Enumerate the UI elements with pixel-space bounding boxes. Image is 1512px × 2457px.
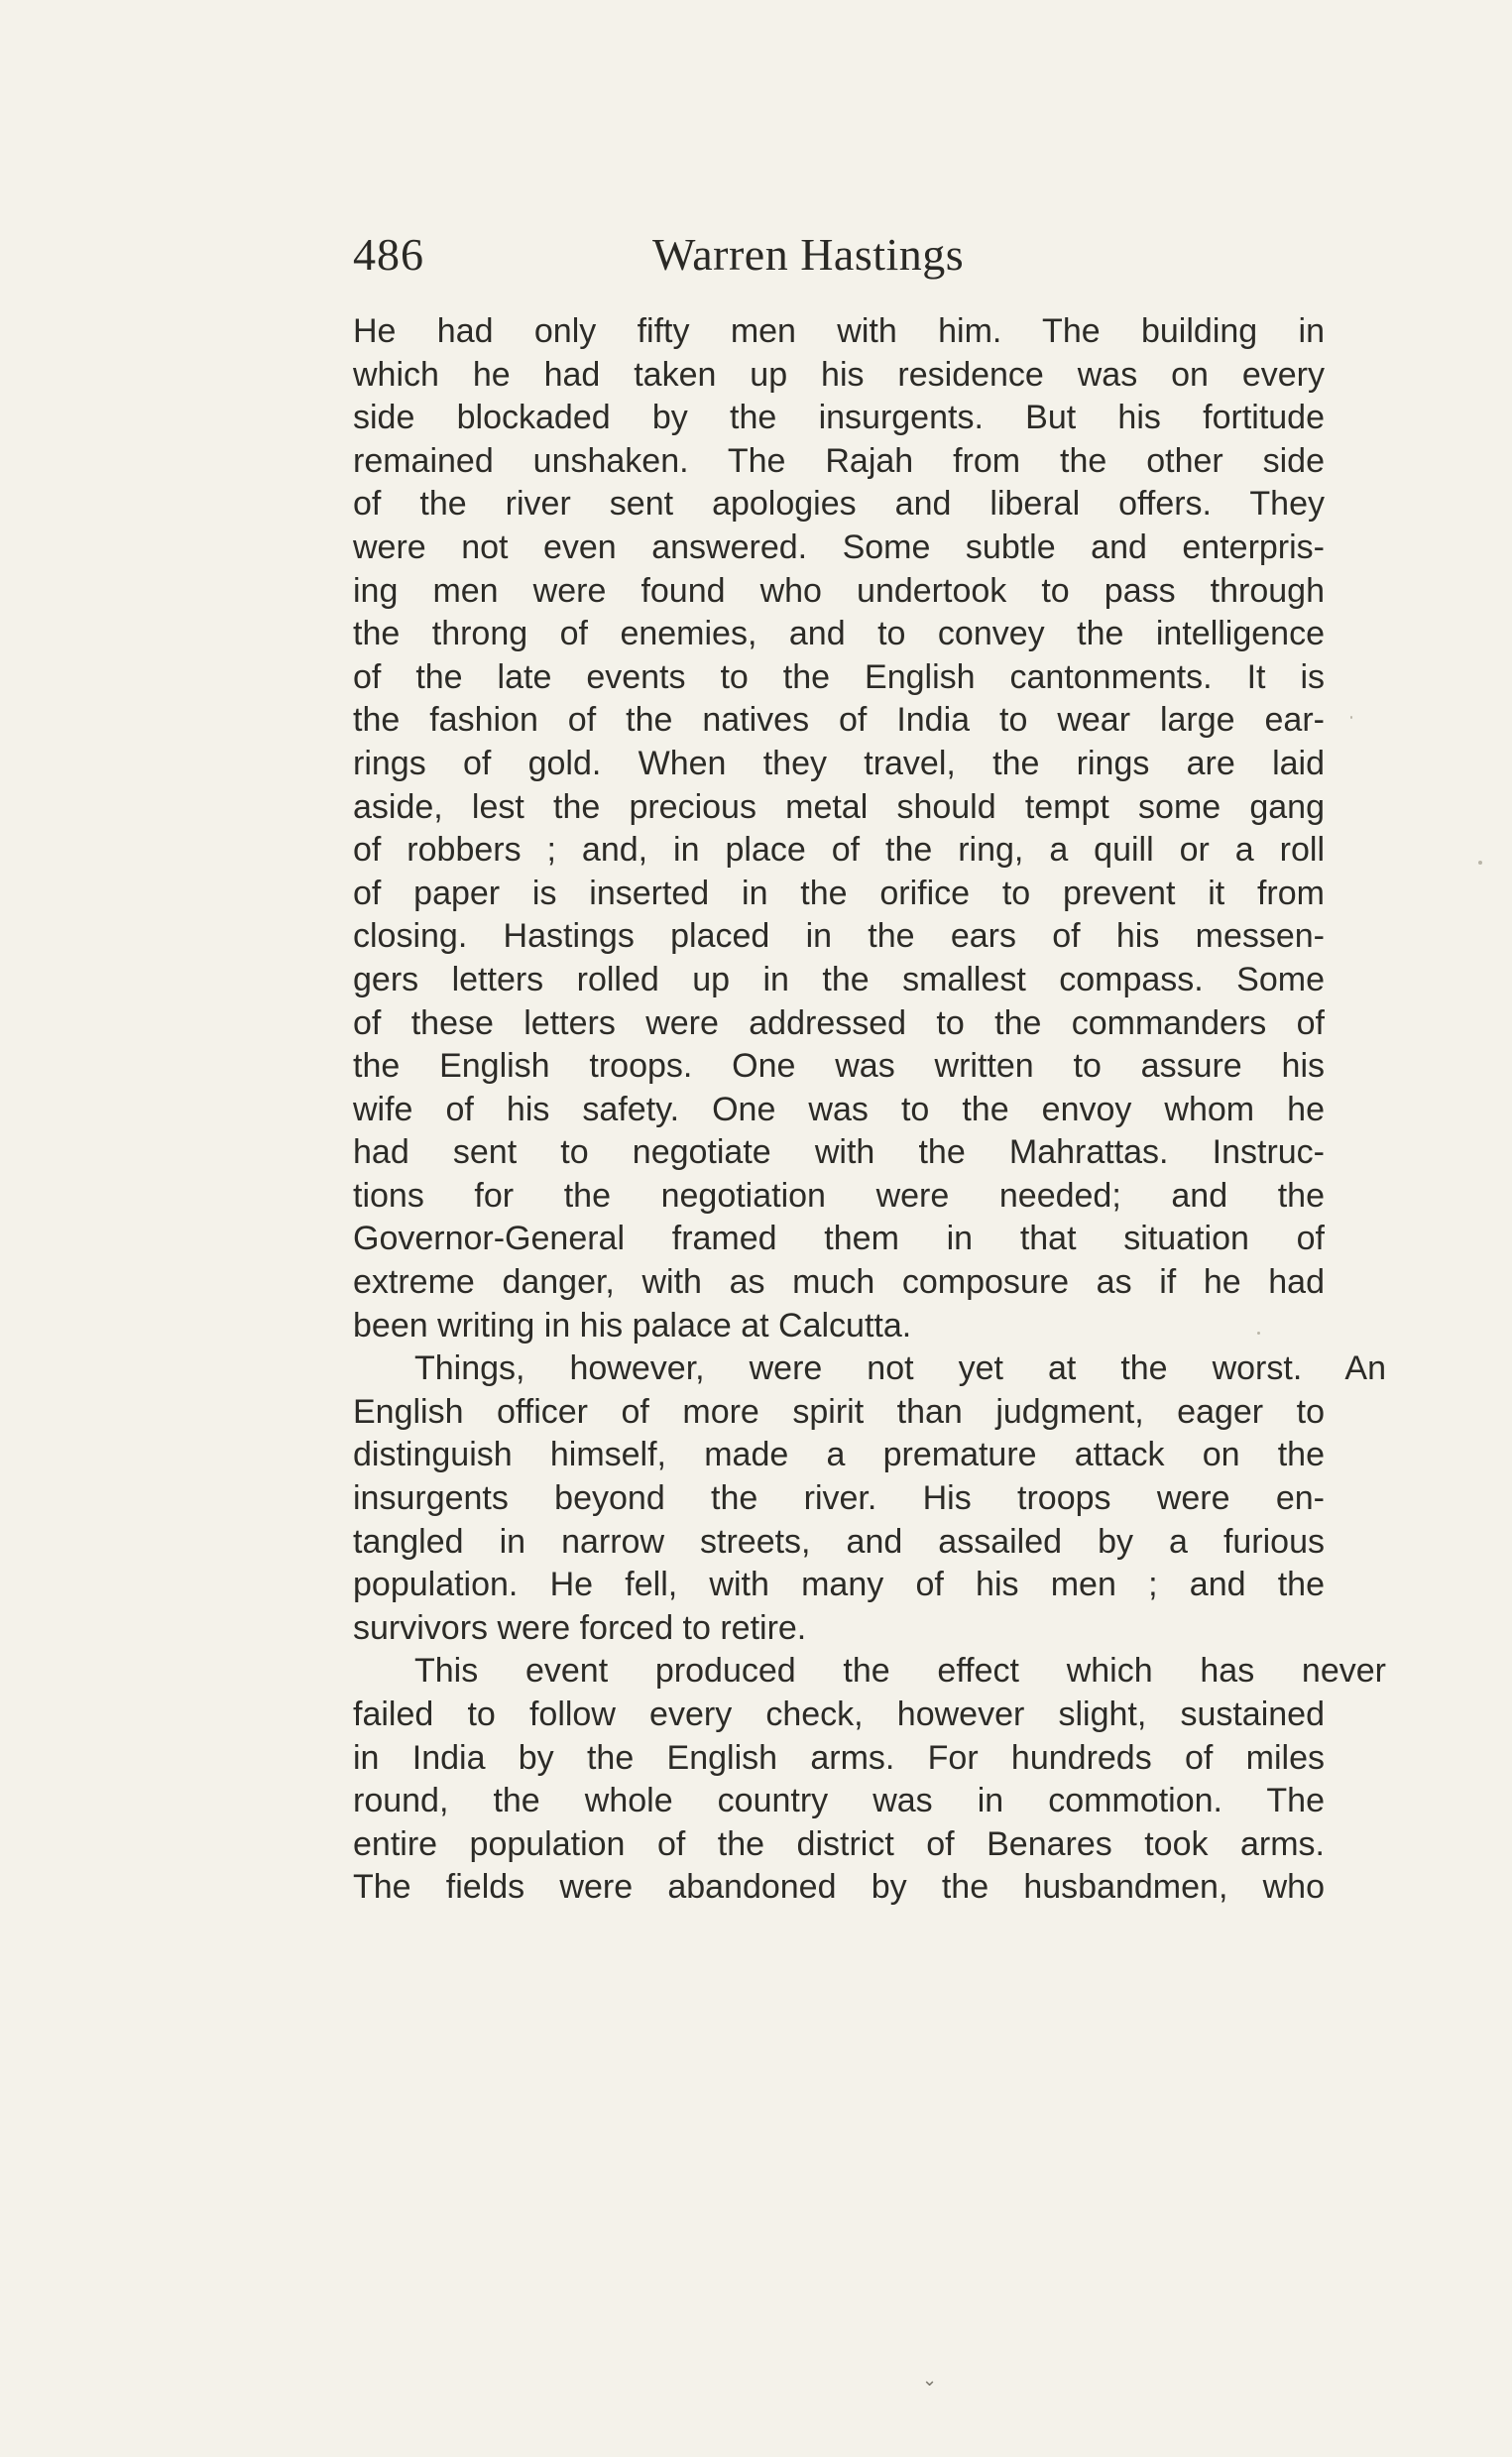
- text-line: remained unshaken. The Rajah from the other side: [353, 441, 1325, 480]
- printer-mark: ⌄: [922, 2370, 938, 2391]
- page-number: 486: [353, 229, 424, 280]
- text-line: of the river sent apologies and liberal offers. They: [353, 485, 1325, 524]
- running-title: Warren Hastings: [652, 229, 965, 280]
- text-line: the throng of enemies, and to convey the intelligence: [353, 615, 1325, 653]
- text-line: round, the whole country was in commotion. The: [353, 1782, 1325, 1820]
- text-line: wife of his safety. One was to the envoy whom he: [353, 1090, 1325, 1128]
- text-line: which he had taken up his residence was on every: [353, 355, 1325, 394]
- text-line: Things, however, were not yet at the worst. An: [414, 1349, 1386, 1388]
- paper-speck: [1257, 1332, 1260, 1335]
- body-text: [353, 310, 1386, 1910]
- text-line: of these letters were addressed to the commanders of: [353, 1003, 1325, 1042]
- text-line: Governor-General framed them in that situation of: [353, 1220, 1325, 1258]
- text-line: of the late events to the English cantonments. It is: [353, 657, 1325, 696]
- text-line: English officer of more spirit than judgment, eager to: [353, 1392, 1325, 1431]
- text-line: tions for the negotiation were needed; and the: [353, 1176, 1325, 1215]
- text-line: rings of gold. When they travel, the rings are laid: [353, 744, 1325, 782]
- text-line: the fashion of the natives of India to wear large ear-: [353, 701, 1325, 740]
- text-line: extreme danger, with as much composure as if he had: [353, 1263, 1325, 1302]
- text-line: aside, lest the precious metal should tempt some gang: [353, 787, 1325, 826]
- paper-speck: [1350, 716, 1352, 719]
- text-line: of paper is inserted in the orifice to prevent it from: [353, 874, 1325, 912]
- text-line: population. He fell, with many of his men ; and the: [353, 1566, 1325, 1604]
- text-line: survivors were forced to retire.: [353, 1608, 807, 1647]
- text-line: gers letters rolled up in the smallest compass. Some: [353, 960, 1325, 998]
- text-line: tangled in narrow streets, and assailed by a furious: [353, 1522, 1325, 1561]
- text-line: been writing in his palace at Calcutta.: [353, 1306, 912, 1345]
- text-line: The fields were abandoned by the husbandmen, who: [353, 1868, 1325, 1907]
- text-line: distinguish himself, made a premature attack on the: [353, 1436, 1325, 1474]
- text-line: of robbers ; and, in place of the ring, a quill or a roll: [353, 831, 1325, 870]
- text-line: entire population of the district of Benares took arms.: [353, 1824, 1325, 1863]
- text-line: ing men were found who undertook to pass through: [353, 571, 1325, 610]
- text-line: This event produced the effect which has never: [414, 1652, 1386, 1691]
- text-line: had sent to negotiate with the Mahrattas. Instruc-: [353, 1133, 1325, 1172]
- running-head: [353, 220, 1047, 290]
- text-line: He had only fifty men with him. The building in: [353, 312, 1325, 350]
- text-line: were not even answered. Some subtle and enterpris-: [353, 527, 1325, 566]
- text-line: insurgents beyond the river. His troops were en-: [353, 1479, 1325, 1518]
- text-line: closing. Hastings placed in the ears of his messen-: [353, 917, 1325, 956]
- text-line: side blockaded by the insurgents. But his fortitude: [353, 399, 1325, 437]
- text-line: failed to follow every check, however slight, sustained: [353, 1696, 1325, 1733]
- paper-speck: [1478, 861, 1482, 865]
- text-line: in India by the English arms. For hundreds of miles: [353, 1738, 1325, 1777]
- text-line: the English troops. One was written to assure his: [353, 1047, 1325, 1086]
